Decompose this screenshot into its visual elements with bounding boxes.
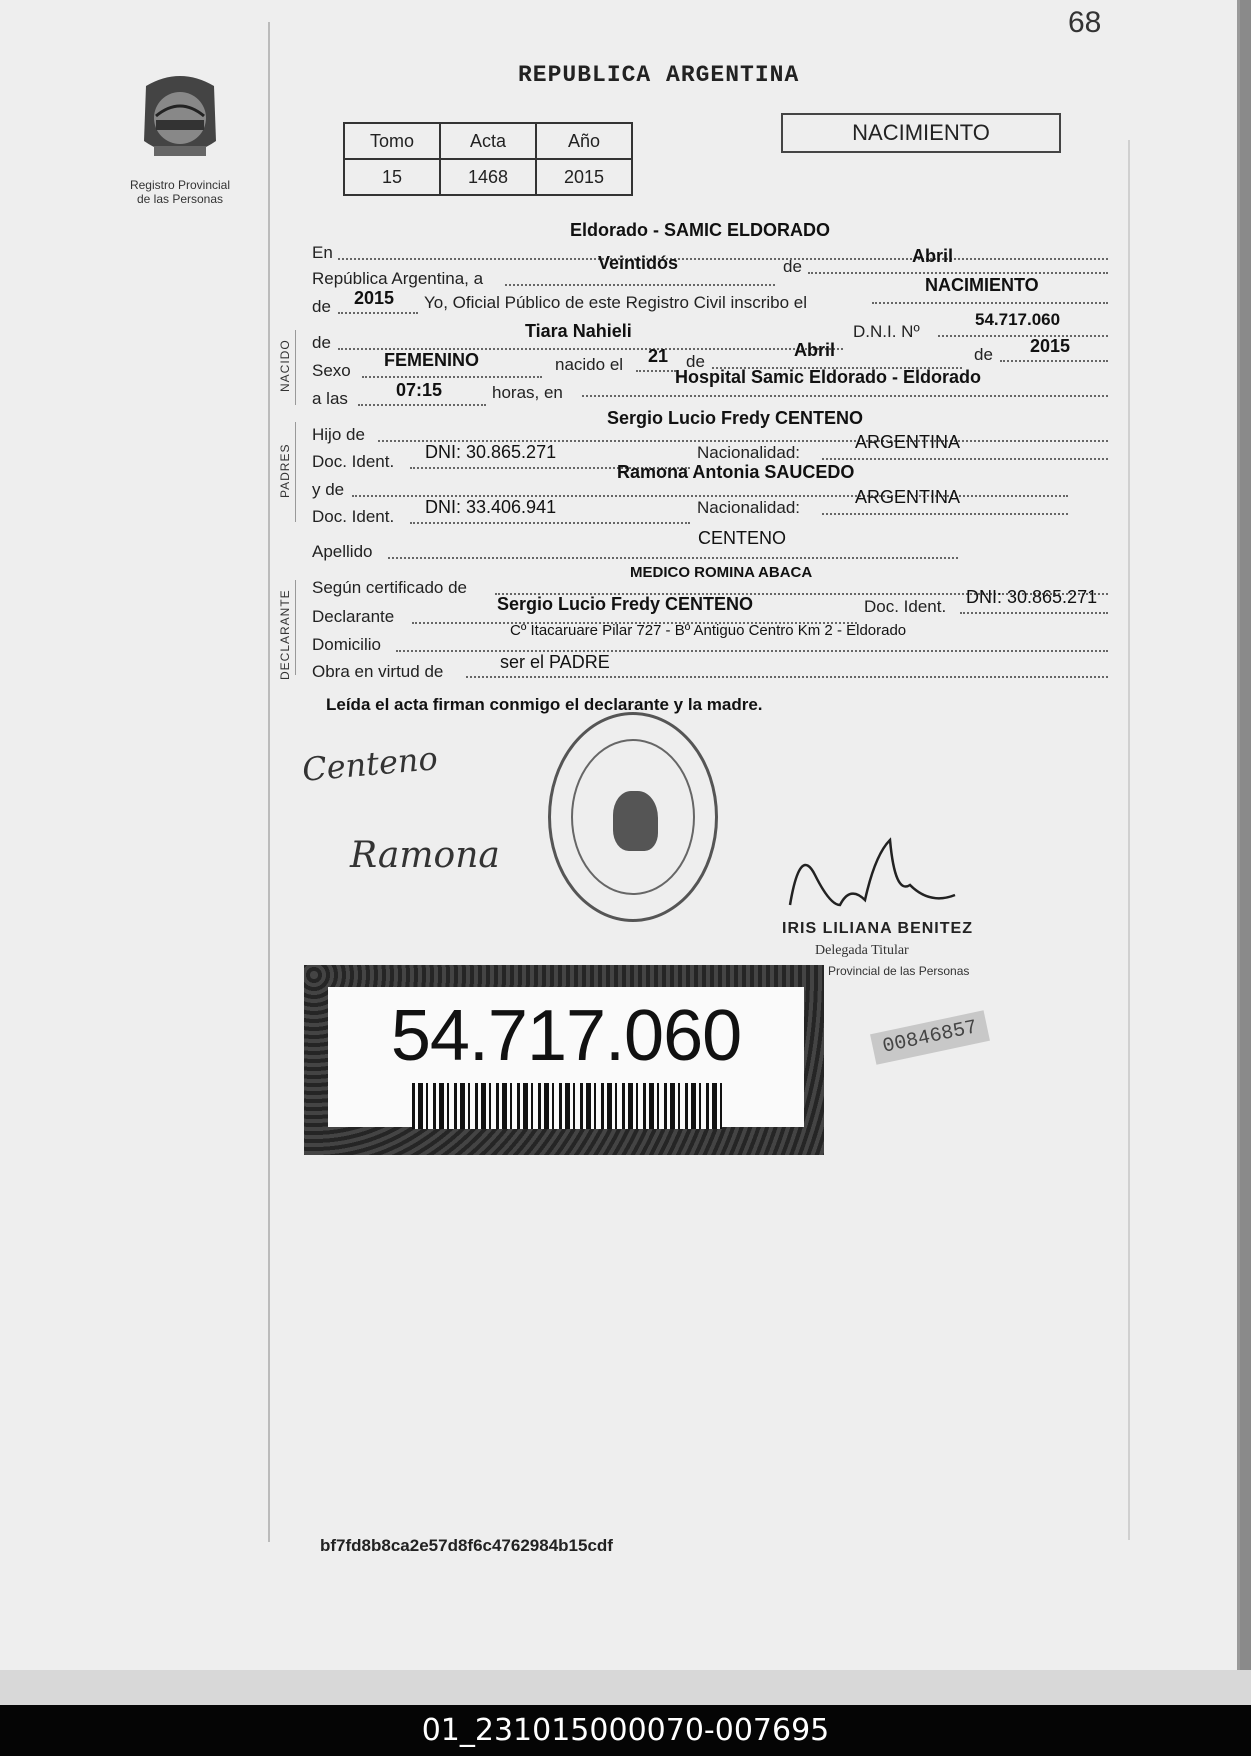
nacido-lugar-value: Hospital Samic Eldorado - Eldorado <box>675 367 982 387</box>
page-number: 68 <box>1068 6 1102 39</box>
padre-nac-value: ARGENTINA <box>855 432 961 452</box>
apellido-value: CENTENO <box>698 528 787 548</box>
madre-doc-value: DNI: 33.406.941 <box>425 497 557 517</box>
en-label: En <box>312 243 333 262</box>
oficial-organismo: Provincial de las Personas <box>828 964 970 978</box>
domicilio-label: Domicilio <box>312 635 381 654</box>
provincia-de-misiones-seal-icon <box>136 66 224 166</box>
official-seal-stamp-icon <box>548 712 718 922</box>
de-label: de <box>783 257 802 276</box>
firma-declarante: Centeno <box>300 739 440 789</box>
registry-table <box>343 122 633 196</box>
registry-value-tomo: 15 <box>344 159 440 195</box>
madre-doc-label: Doc. Ident. <box>312 507 395 526</box>
registry-value-anio: 2015 <box>536 159 632 195</box>
padre-nac-label: Nacionalidad: <box>697 443 801 462</box>
a-las-label: a las <box>312 389 348 408</box>
declarante-doc-value: DNI: 30.865.271 <box>966 587 1098 607</box>
registry-header-acta: Acta <box>440 123 536 159</box>
padres-side-label: PADRES <box>278 443 292 498</box>
barcode-icon <box>412 1083 722 1129</box>
registry-header-tomo: Tomo <box>344 123 440 159</box>
control-number: 00846857 <box>870 1010 990 1064</box>
obra-value: ser el PADRE <box>500 652 610 672</box>
leida-text: Leída el acta firman conmigo el declarante y la madre. <box>326 695 763 714</box>
firma-madre: Ramona <box>350 835 500 876</box>
margin-line <box>268 22 270 1542</box>
de-anio-label: de <box>312 297 331 316</box>
nacido-dia-value: 21 <box>648 346 669 366</box>
mes-value: Abril <box>912 246 954 266</box>
nacido-de2-label: de <box>686 352 705 371</box>
hora-value: 07:15 <box>396 380 443 400</box>
declarante-doc-label: Doc. Ident. <box>864 597 947 616</box>
sexo-label: Sexo <box>312 361 351 380</box>
barcode-label <box>304 965 824 1155</box>
nacido-mes-value: Abril <box>794 340 836 360</box>
document-type-box: NACIMIENTO <box>781 113 1061 153</box>
horas-en-label: horas, en <box>492 383 563 402</box>
nacido-side-label: NACIDO <box>278 339 292 392</box>
registry-header-anio: Año <box>536 123 632 159</box>
nacido-de3-label: de <box>974 345 993 364</box>
right-margin-line <box>1128 140 1130 1540</box>
declarante-label: Declarante <box>312 607 395 626</box>
nacido-anio-value: 2015 <box>1030 336 1071 356</box>
document-hash: bf7fd8b8ca2e57d8f6c4762984b15cdf <box>320 1536 613 1555</box>
logo-caption: Registro Provincial de las Personas <box>129 178 231 206</box>
obra-label: Obra en virtud de <box>312 662 444 681</box>
registry-value-acta: 1468 <box>440 159 536 195</box>
document-title: REPUBLICA ARGENTINA <box>518 62 800 88</box>
madre-nac-value: ARGENTINA <box>855 487 961 507</box>
padre-doc-value: DNI: 30.865.271 <box>425 442 557 462</box>
domicilio-value: Cº Itacaruare Pilar 727 - Bº Antiguo Centro Km 2 - Eldorado <box>510 622 907 639</box>
file-identifier: 01_231015000070-007695 <box>0 1705 1251 1756</box>
declarante-nombre-value: Sergio Lucio Fredy CENTENO <box>497 594 754 614</box>
oficial-nombre: IRIS LILIANA BENITEZ <box>782 920 973 937</box>
oficial-signature-icon <box>780 835 970 920</box>
madre-nombre-value: Ramona Antonia SAUCEDO <box>617 462 855 482</box>
republica-label: República Argentina, a <box>312 269 484 288</box>
nacido-nombre-value: Tiara Nahieli <box>525 321 632 341</box>
sexo-value: FEMENINO <box>384 350 480 370</box>
anio-value: 2015 <box>354 288 395 308</box>
madre-nac-label: Nacionalidad: <box>697 498 801 517</box>
nacido-de-label: de <box>312 333 331 352</box>
dia-texto-value: Veintidós <box>598 253 679 273</box>
barcode-number: 54.717.060 <box>390 996 742 1076</box>
dni-label: D.N.I. Nº <box>853 322 920 341</box>
lugar-value: Eldorado - SAMIC ELDORADO <box>570 220 830 240</box>
certificado-value: MEDICO ROMINA ABACA <box>630 564 813 581</box>
oficial-text: Yo, Oficial Público de este Registro Civil inscribo el <box>424 293 807 312</box>
nacido-dni-value: 54.717.060 <box>975 310 1061 329</box>
apellido-label: Apellido <box>312 542 373 561</box>
underlying-page-edge <box>0 1670 1251 1710</box>
tipo-value: NACIMIENTO <box>925 275 1039 295</box>
hijo-de-label: Hijo de <box>312 425 365 444</box>
y-de-label: y de <box>312 480 345 499</box>
padre-doc-label: Doc. Ident. <box>312 452 395 471</box>
certificado-label: Según certificado de <box>312 578 467 597</box>
nacido-el-label: nacido el <box>555 355 624 374</box>
oficial-cargo: Delegada Titular <box>815 943 909 958</box>
padre-nombre-value: Sergio Lucio Fredy CENTENO <box>607 408 864 428</box>
declarante-side-label: DECLARANTE <box>278 589 292 680</box>
